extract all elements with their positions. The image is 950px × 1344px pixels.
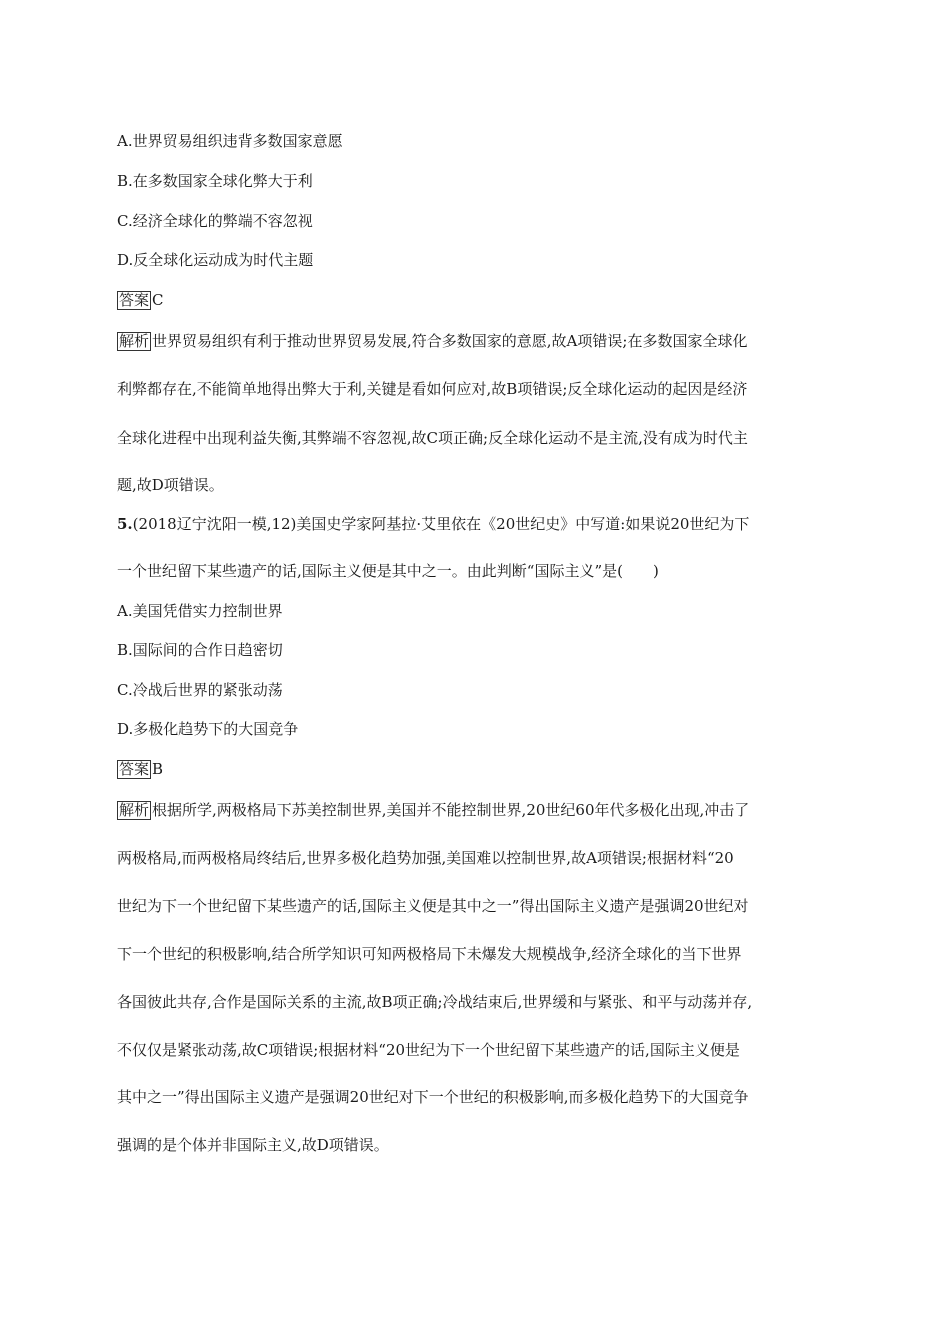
q4-answer-value: C — [152, 291, 164, 309]
q4-option-a: A.世界贸易组织违背多数国家意愿 — [117, 132, 343, 150]
q4-option-d: D.反全球化运动成为时代主题 — [117, 251, 314, 269]
q4-option-c: C.经济全球化的弊端不容忽视 — [117, 212, 313, 230]
q5-option-d: D.多极化趋势下的大国竞争 — [117, 720, 299, 738]
q5-stem-line-2: 一个世纪留下某些遗产的话,国际主义便是其中之一。由此判断“国际主义”是( ) — [117, 562, 659, 580]
analysis-tag: 解析 — [119, 801, 150, 819]
q5-option-a: A.美国凭借实力控制世界 — [117, 602, 283, 620]
analysis-tag: 解析 — [119, 332, 150, 350]
q5-option-b: B.国际间的合作日趋密切 — [117, 641, 283, 659]
answer-tag: 答案 — [119, 291, 150, 309]
q4-analysis-text-1: 世界贸易组织有利于推动世界贸易发展,符合多数国家的意愿,故A项错误;在多数国家全球化 — [152, 332, 748, 350]
q5-answer-value: B — [152, 760, 164, 778]
q5-stem-text-1: (2018辽宁沈阳一模,12)美国史学家阿基拉·艾里依在《20世纪史》中写道:如果说20世纪为下 — [132, 515, 750, 533]
q5-analysis-line-6: 不仅仅是紧张动荡,故C项错误;根据材料“20世纪为下一个世纪留下某些遗产的话,国际主义便是 — [117, 1041, 740, 1059]
q4-analysis-line-4: 题,故D项错误。 — [117, 476, 224, 494]
answer-tag: 答案 — [119, 760, 150, 778]
q5-analysis-line-8: 强调的是个体并非国际主义,故D项错误。 — [117, 1136, 389, 1154]
q4-analysis-line-2: 利弊都存在,不能简单地得出弊大于利,关键是看如何应对,故B项错误;反全球化运动的起因是经济 — [117, 380, 748, 398]
q4-option-b: B.在多数国家全球化弊大于利 — [117, 172, 313, 190]
q5-stem-line-1 — [117, 514, 749, 534]
q5-analysis-text-1: 根据所学,两极格局下苏美控制世界,美国并不能控制世界,20世纪60年代多极化出现,冲击了 — [152, 801, 750, 819]
q4-analysis-line-1 — [117, 331, 747, 351]
q5-analysis-line-5: 各国彼此共存,合作是国际关系的主流,故B项正确;冷战结束后,世界缓和与紧张、和平与动荡并存, — [117, 993, 753, 1011]
q5-analysis-line-1 — [117, 800, 749, 820]
q5-option-c: C.冷战后世界的紧张动荡 — [117, 681, 283, 699]
q5-analysis-line-2: 两极格局,而两极格局终结后,世界多极化趋势加强,美国难以控制世界,故A项错误;根据材料“20 — [117, 849, 734, 867]
q5-analysis-line-7: 其中之一”得出国际主义遗产是强调20世纪对下一个世纪的积极影响,而多极化趋势下的大国竞争 — [117, 1088, 749, 1106]
q5-analysis-line-4: 下一个世纪的积极影响,结合所学知识可知两极格局下未爆发大规模战争,经济全球化的当下世界 — [117, 945, 742, 963]
q4-answer-line — [117, 290, 164, 310]
q5-answer-line — [117, 759, 163, 779]
q5-number: 5. — [117, 515, 133, 533]
q5-analysis-line-3: 世纪为下一个世纪留下某些遗产的话,国际主义便是其中之一”得出国际主义遗产是强调20世纪对 — [117, 897, 749, 915]
q4-analysis-line-3: 全球化进程中出现利益失衡,其弊端不容忽视,故C项正确;反全球化运动不是主流,没有成为时代主 — [117, 429, 748, 447]
